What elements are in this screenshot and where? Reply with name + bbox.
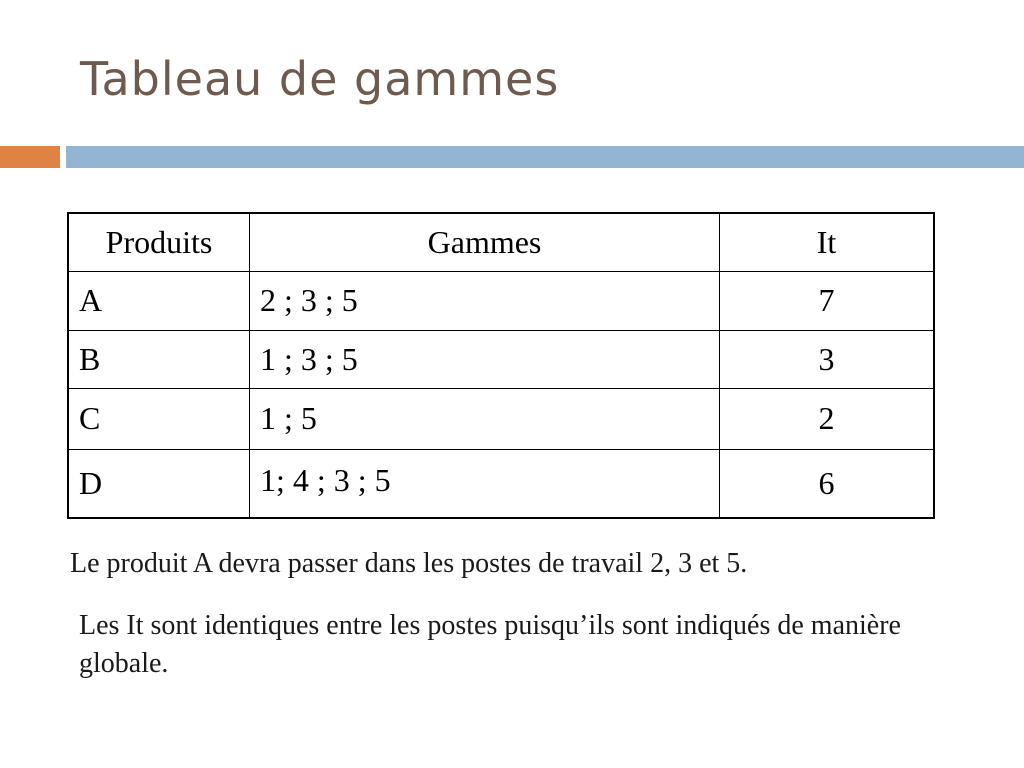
accent-bar-blue xyxy=(66,146,1024,168)
cell-it: 3 xyxy=(720,330,935,388)
cell-it: 6 xyxy=(720,449,935,518)
cell-produit: C xyxy=(68,388,250,449)
accent-bar-orange xyxy=(0,146,60,168)
table-row xyxy=(68,330,934,388)
header-it: It xyxy=(720,213,935,271)
table-row xyxy=(68,388,934,449)
table-row xyxy=(68,449,934,518)
cell-gamme: 2 ; 3 ; 5 xyxy=(250,271,720,330)
slide-title: Tableau de gammes xyxy=(80,52,560,106)
header-produits: Produits xyxy=(68,213,250,271)
cell-produit: D xyxy=(68,449,250,518)
header-gammes: Gammes xyxy=(250,213,720,271)
cell-produit: A xyxy=(68,271,250,330)
cell-it: 7 xyxy=(720,271,935,330)
table-header-row xyxy=(68,213,934,271)
table-row xyxy=(68,271,934,330)
gammes-table xyxy=(67,212,935,519)
note-it-global: Les It sont identiques entre les postes puisqu’ils sont indiqués de manière globale. xyxy=(79,610,901,679)
cell-it: 2 xyxy=(720,388,935,449)
note-produit-a: Le produit A devra passer dans les postes de travail 2, 3 et 5. xyxy=(70,548,748,579)
cell-produit: B xyxy=(68,330,250,388)
cell-gamme: 1 ; 3 ; 5 xyxy=(250,330,720,388)
cell-gamme: 1 ; 5 xyxy=(250,388,720,449)
cell-gamme: 1; 4 ; 3 ; 5 xyxy=(250,449,720,518)
